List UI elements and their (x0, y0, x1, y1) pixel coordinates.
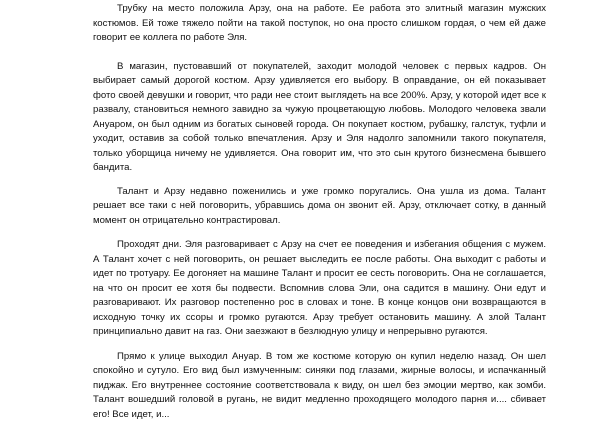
paragraph-4: Проходят дни. Эля разговаривает с Арзу на счет ее поведения и избегания общения с мужем. А Талант хочет с ней поговорить, он решает выследить ее после работы. Она выходит с работы и идет по тротуару. Ее догоняет на машине Талант и просит ее сесть поговорить. Она не соглашается, на что он просит ее хотя бы подвести. Вспомнив слова Эли, она садится в машину. Они едут и разговаривают. Их разговор постепенно рос в словах и тоне. В конце концов они возвращаются в исходную точку их ссоры и громко ругаются. Арзу требует остановить машину. А злой Талант принципиально давит на газ. Они заезжают в безлюдную улицу и непрерывно ругаются. (93, 238, 546, 340)
paragraph-2: В магазин, пустовавший от покупателей, заходит молодой человек с первых кадров. Он выбирает самый дорогой костюм. Арзу удивляется его выбору. В оправдание, он ей показывает фото своей девушки и говорит, что ради нее стоит выглядеть на все 200%. Арзу, у которой идет все к развалу, становиться немного завидно за чужую процветающую любовь. Молодого человека звали Ануаром, он был одним из богатых сыновей города. Он покупает костюм, рубашку, галстук, туфли и уходит, оставив за собой только впечатления. Арзу и Эля надолго запомнили такого покупателя, только уборщица ничему не удивляется. Она говорит им, что это сын крутого бизнесмена бывшего бандита. (93, 60, 546, 176)
paragraph-5: Прямо к улице выходил Ануар. В том же костюме которую он купил неделю назад. Он шел спокойно и сутуло. Его вид был измученным: синяки под глазами, жирные волосы, и испачканный пиджак. Его внутреннее состояние соответствовала к виду, он шел без эмоции мертво, как зомби. Талант вошедший головой в ругань, не видит медленно проходящего молодого парня и.... сбивает его! Все идет, и... (93, 350, 546, 422)
paragraph-3: Талант и Арзу недавно поженились и уже громко поругались. Она ушла из дома. Талант решает все таки с ней поговорить, убравшись дома он звонит ей. Арзу, отключает сотку, в данный момент он отрицательно контрастировал. (93, 185, 546, 229)
paragraph-1: Трубку на место положила Арзу, она на работе. Ее работа это элитный магазин мужских костюмов. Ей тоже тяжело пойти на такой поступок, но она просто слишком гордая, о чем ей даже говорит ее коллега по работе Эля. (93, 2, 546, 46)
